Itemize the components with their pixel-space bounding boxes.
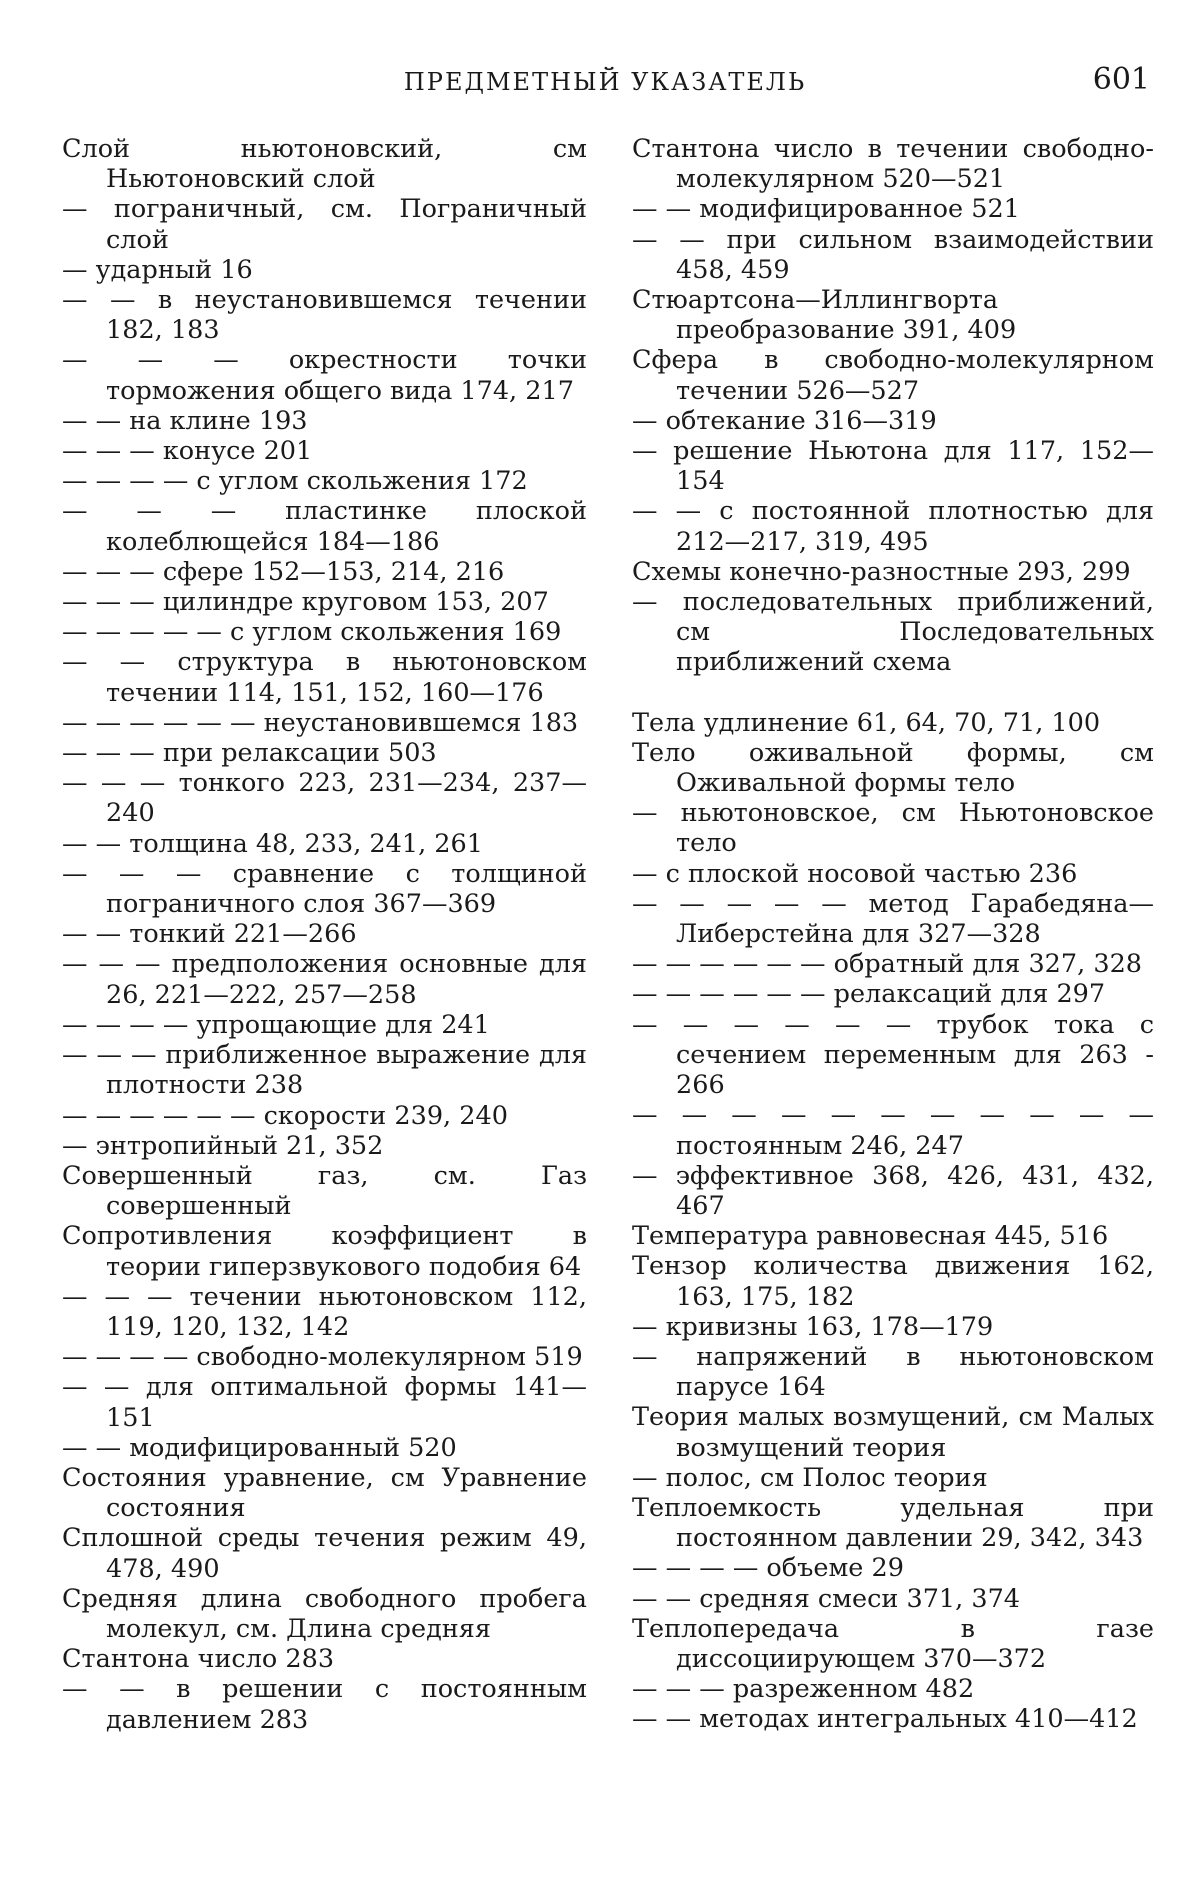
index-entry: Сфера в свободно-молекулярном течении 526—527 [632, 345, 1154, 406]
index-entry: — последовательных приближений, см Последовательных приближений схема [632, 587, 1154, 678]
index-entry: Температура равновесная 445, 516 [632, 1221, 1109, 1252]
index-entry: — — — — — — скорости 239, 240 [62, 1100, 508, 1131]
index-entry: — — — предположения основные для 26, 221—222, 257—258 [62, 949, 587, 1010]
index-entry: Слой ньютоновский, см Ньютоновский слой [62, 134, 587, 195]
index-entry: — — с постоянной плотностью для 212—217, 319, 495 [632, 496, 1154, 557]
index-entry: — — для оптимальной формы 141—151 [62, 1372, 587, 1433]
index-entry: — — модифицированный 520 [62, 1432, 457, 1463]
index-entry: Стантона число 283 [62, 1644, 335, 1675]
index-entry: — — — — — метод Гарабедяна—Либерстейна для 327—328 [632, 888, 1154, 950]
index-entry: — обтекание 316—319 [632, 405, 937, 436]
index-column-right [632, 134, 1154, 1735]
index-entry: — — при сильном взаимодействии 458, 459 [632, 224, 1154, 285]
index-entry: Совершенный газ, см. Газ совершенный [62, 1160, 587, 1222]
index-entry: — — — — — — обратный для 327, 328 [632, 949, 1143, 980]
page-number: 601 [1092, 62, 1150, 97]
index-column-left [62, 134, 587, 1735]
index-entry: — — — — объеме 29 [632, 1553, 904, 1584]
index-entry: — — — — — — релаксаций для 297 [632, 979, 1106, 1010]
index-entry: — — в решении с постоянным давлением 283 [62, 1674, 587, 1735]
index-entry: — — — пластинке плоской колеблющейся 184—186 [62, 496, 587, 557]
index-entry: Сплошной среды течения режим 49, 478, 490 [62, 1523, 587, 1584]
index-entry: — напряжений в ньютоновском парусе 164 [632, 1341, 1154, 1403]
index-entry: — — — — с углом скольжения 172 [62, 466, 528, 497]
index-entry: — кривизны 163, 178—179 [632, 1311, 994, 1342]
index-entry: Тела удлинение 61, 64, 70, 71, 100 [632, 707, 1101, 738]
index-entry: Средняя длина свободного пробега молекул, см. Длина средняя [62, 1583, 587, 1644]
index-entry: — — на клине 193 [62, 405, 308, 436]
index-entry: — — средняя смеси 371, 374 [632, 1583, 1021, 1614]
index-entry: — — — — упрощающие для 241 [62, 1009, 490, 1040]
index-entry: — полос, см Полос теория [632, 1462, 988, 1493]
index-entry: Сопротивления коэффициент в теории гиперзвукового подобия 64 [62, 1221, 587, 1282]
index-entry: — — — — — с углом скольжения 169 [62, 617, 562, 648]
index-entry: — — методах интегральных 410—412 [632, 1704, 1138, 1735]
index-entry: — пограничный, см. Пограничный слой [62, 194, 587, 255]
index-entry: — — — сфере 152—153, 214, 216 [62, 556, 505, 587]
index-entry: Теплоемкость удельная при постоянном давлении 29, 342, 343 [632, 1492, 1154, 1554]
section-gap [632, 678, 1154, 708]
index-entry: — ньютоновское, см Ньютоновское тело [632, 798, 1154, 859]
index-entry: Теория малых возмущений, см Малых возмущений теория [632, 1402, 1154, 1463]
index-entry: — — — — — — трубок тока с сечением переменным для 263 - 266 [632, 1009, 1154, 1101]
index-entry: — решение Ньютона для 117, 152—154 [632, 436, 1154, 497]
index-entry: — — — конусе 201 [62, 436, 313, 467]
index-entry: — с плоской носовой частью 236 [632, 858, 1078, 889]
index-entry: — — толщина 48, 233, 241, 261 [62, 828, 483, 859]
index-entry: — — тонкий 221—266 [62, 919, 357, 950]
index-entry: — — — сравнение с толщиной пограничного слоя 367—369 [62, 858, 587, 920]
index-entry: — — — — — — — — — — — постоянным 246, 247 [632, 1100, 1154, 1161]
index-entry: Стантона число в течении свободно-молекулярном 520—521 [632, 134, 1154, 195]
index-entry: Тело оживальной формы, см Оживальной формы тело [632, 737, 1154, 799]
index-entry: — — — тонкого 223, 231—234, 237—240 [62, 768, 587, 829]
index-entry: Теплопередача в газе диссоциирующем 370—372 [632, 1613, 1154, 1674]
index-entry: — — — окрестности точки торможения общего вида 174, 217 [62, 345, 587, 406]
index-entry: Состояния уравнение, см Уравнение состояния [62, 1462, 587, 1524]
index-entry: — ударный 16 [62, 254, 253, 285]
index-entry: — энтропийный 21, 352 [62, 1130, 384, 1161]
running-title: ПРЕДМЕТНЫЙ УКАЗАТЕЛЬ [403, 68, 807, 96]
index-entry: — — — течении ньютоновском 112, 119, 120, 132, 142 [62, 1281, 587, 1342]
index-entry: — — — разреженном 482 [632, 1674, 975, 1705]
index-entry: Тензор количества движения 162, 163, 175, 182 [632, 1251, 1154, 1312]
index-entry: — — в неустановившемся течении 182, 183 [62, 285, 587, 346]
index-entry: — — модифицированное 521 [632, 194, 1020, 225]
index-entry: — — структура в ньютоновском течении 114, 151, 152, 160—176 [62, 647, 587, 708]
index-entry: — — — — свободно-молекулярном 519 [62, 1342, 583, 1373]
index-entry: — — — цилиндре круговом 153, 207 [62, 587, 549, 618]
index-entry: — — — приближенное выражение для плотности 238 [62, 1040, 587, 1101]
index-entry: Схемы конечно-разностные 293, 299 [632, 556, 1131, 587]
page-header [60, 62, 1150, 102]
index-entry: — — — — — — неустановившемся 183 [62, 707, 579, 738]
index-entry: — эффективное 368, 426, 431, 432, 467 [632, 1160, 1154, 1221]
index-entry: — — — при релаксации 503 [62, 738, 437, 769]
index-entry: Стюартсона—Иллингворта преобразование 391, 409 [632, 285, 1017, 346]
